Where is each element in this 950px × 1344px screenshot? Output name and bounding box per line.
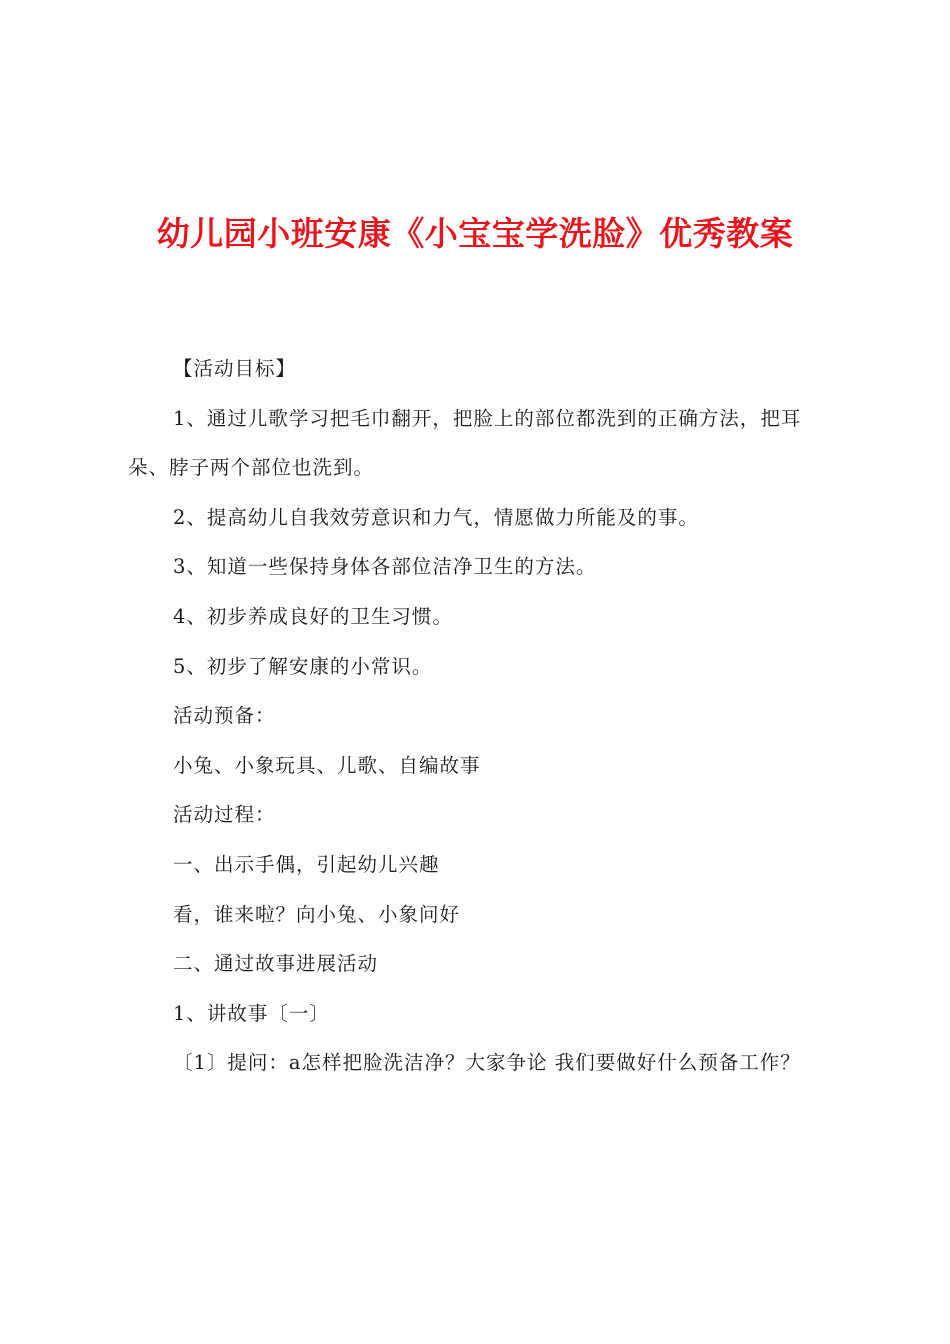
objective-item-2: 2、提高幼儿自我效劳意识和力气，情愿做力所能及的事。 — [173, 505, 699, 529]
objective-item-5: 5、初步了解安康的小常识。 — [173, 654, 433, 678]
preparation-materials: 小兔、小象玩具、儿歌、自编故事 — [173, 753, 481, 777]
objective-item-1: 1、通过儿歌学习把毛巾翻开，把脸上的部位都洗到的正确方法，把耳朵、脖子两个部位也洗到。 — [128, 406, 802, 480]
process-step-2-story: 1、讲故事〔一〕 — [173, 1001, 330, 1025]
section-heading-objectives: 【活动目标】 — [173, 357, 297, 380]
objective-item-4: 4、初步养成良好的卫生习惯。 — [173, 604, 453, 628]
document-body — [128, 344, 834, 1088]
objective-item-3: 3、知道一些保持身体各部位洁净卫生的方法。 — [173, 555, 597, 579]
section-heading-preparation: 活动预备： — [173, 704, 276, 728]
section-heading-process: 活动过程： — [173, 803, 276, 827]
process-step-2-question: 〔1〕提问：a怎样把脸洗洁净？大家争论 我们要做好什么预备工作？ — [173, 1051, 801, 1075]
document-title: 幼儿园小班安康《小宝宝学洗脸》优秀教案 — [156, 214, 794, 253]
process-step-2: 二、通过故事进展活动 — [173, 952, 379, 976]
process-step-1-detail: 看，谁来啦？向小兔、小象问好 — [173, 902, 461, 926]
process-step-1: 一、出示手偶，引起幼儿兴趣 — [173, 852, 440, 876]
